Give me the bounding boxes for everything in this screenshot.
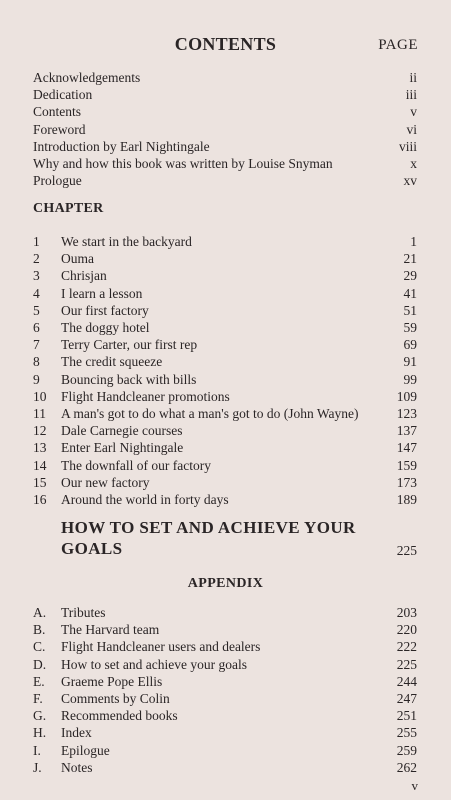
chapter-number: 11	[33, 406, 46, 422]
appendix-title: Graeme Pope Ellis	[61, 673, 163, 689]
chapter-title: The doggy hotel	[61, 320, 150, 336]
appendix-title: Index	[61, 725, 92, 741]
chapter-page: 69	[403, 337, 417, 353]
entry-title: Contents	[33, 104, 82, 120]
chapter-row	[33, 439, 417, 456]
chapter-page: 91	[403, 354, 417, 370]
appendix-letter: F.	[33, 691, 43, 707]
chapter-page: 137	[396, 423, 417, 439]
chapter-page: 147	[396, 440, 417, 456]
appendix-page: 203	[396, 605, 417, 620]
chapter-title: Chrisjan	[61, 268, 107, 284]
chapter-heading: CHAPTER	[33, 201, 104, 216]
chapter-number: 15	[33, 474, 47, 490]
appendix-page: 262	[396, 759, 417, 775]
appendix-page: 244	[396, 673, 417, 689]
chapter-title: I learn a lesson	[61, 285, 143, 301]
chapter-number: 7	[33, 337, 40, 353]
goals-section-title: HOW TO SET AND ACHIEVE YOUR GOALS	[61, 518, 356, 558]
appendix-page: 220	[396, 622, 417, 638]
chapter-number: 3	[33, 268, 40, 284]
entry-page: v	[410, 104, 417, 120]
list-item	[33, 86, 417, 103]
list-item	[33, 138, 417, 155]
chapter-title: We start in the backyard	[61, 234, 192, 249]
chapter-row	[33, 474, 417, 491]
appendix-title: Flight Handcleaner users and dealers	[61, 639, 261, 655]
chapter-page: 1	[410, 234, 417, 249]
page-title: CONTENTS	[174, 34, 277, 54]
page-number: v	[411, 778, 418, 793]
chapter-row	[33, 319, 417, 336]
appendix-title: Recommended books	[61, 708, 178, 724]
chapter-number: 2	[33, 251, 40, 267]
appendix-row	[33, 621, 417, 638]
appendix-row	[33, 742, 417, 759]
chapter-row	[33, 285, 417, 302]
chapter-number: 13	[33, 440, 47, 456]
chapter-number: 14	[33, 457, 47, 473]
goals-section-page: 225	[396, 543, 417, 558]
appendix-page: 255	[396, 725, 417, 741]
appendix-title: Epilogue	[61, 742, 110, 758]
chapter-row	[33, 457, 417, 474]
chapter-number: 4	[33, 285, 40, 301]
chapter-row	[33, 371, 417, 388]
chapter-row	[33, 267, 417, 284]
chapter-page: 51	[403, 302, 417, 318]
appendix-letter: C.	[33, 639, 46, 655]
entry-page: ii	[409, 70, 417, 85]
entry-page: xv	[403, 173, 417, 189]
chapter-title: Flight Handcleaner promotions	[61, 388, 230, 404]
chapter-title: Ouma	[61, 251, 94, 267]
front-matter-list	[33, 69, 417, 189]
chapter-title: The credit squeeze	[61, 354, 163, 370]
appendix-row	[33, 690, 417, 707]
chapter-row	[33, 302, 417, 319]
appendix-title: Notes	[61, 759, 93, 775]
appendix-row	[33, 656, 417, 673]
chapter-row	[33, 388, 417, 405]
chapter-page: 159	[396, 457, 417, 473]
chapter-list	[33, 233, 417, 508]
entry-page: x	[410, 156, 417, 172]
appendix-row	[33, 604, 417, 621]
chapter-row	[33, 353, 417, 370]
chapter-row	[33, 491, 417, 508]
chapter-number: 16	[33, 492, 47, 508]
chapter-number: 12	[33, 423, 47, 439]
chapter-title: Terry Carter, our first rep	[61, 337, 198, 353]
appendix-row	[33, 673, 417, 690]
entry-title: Foreword	[33, 121, 86, 137]
chapter-page: 29	[403, 268, 417, 284]
list-item	[33, 103, 417, 120]
chapter-page: 123	[396, 406, 417, 422]
appendix-title: The Harvard team	[61, 622, 160, 638]
appendix-letter: D.	[33, 656, 47, 672]
chapter-page: 21	[403, 251, 417, 267]
entry-title: Why and how this book was written by Louise Snyman	[33, 156, 333, 172]
chapter-title: Bouncing back with bills	[61, 371, 197, 387]
chapter-title: Our new factory	[61, 474, 150, 490]
appendix-letter: B.	[33, 622, 46, 638]
appendix-list	[33, 604, 417, 776]
appendix-page: 225	[396, 656, 417, 672]
list-item	[33, 155, 417, 172]
appendix-title: How to set and achieve your goals	[61, 656, 247, 672]
appendix-page: 259	[396, 742, 417, 758]
appendix-letter: J.	[33, 759, 42, 775]
chapter-page: 41	[403, 285, 417, 301]
page-column-label: PAGE	[378, 37, 418, 53]
chapter-row	[33, 336, 417, 353]
chapter-page: 59	[403, 320, 417, 336]
chapter-row	[33, 250, 417, 267]
entry-page: viii	[398, 138, 417, 154]
entry-title: Acknowledgements	[33, 70, 141, 85]
goals-section-row	[61, 517, 417, 559]
appendix-page: 251	[396, 708, 417, 724]
chapter-title: A man's got to do what a man's got to do (John Wayne)	[61, 406, 359, 422]
chapter-number: 8	[33, 354, 40, 370]
chapter-row	[33, 405, 417, 422]
appendix-title: Tributes	[61, 605, 106, 620]
chapter-page: 99	[403, 371, 417, 387]
chapter-title: The downfall of our factory	[61, 457, 211, 473]
list-item	[33, 121, 417, 138]
chapter-number: 1	[33, 234, 40, 249]
appendix-row	[33, 638, 417, 655]
entry-title: Prologue	[33, 173, 82, 189]
chapter-number: 5	[33, 302, 40, 318]
appendix-heading: APPENDIX	[187, 576, 264, 591]
appendix-letter: E.	[33, 673, 45, 689]
list-item	[33, 172, 417, 189]
entry-page: vi	[406, 121, 417, 137]
appendix-page: 247	[396, 691, 417, 707]
appendix-letter: I.	[33, 742, 41, 758]
appendix-letter: A.	[33, 605, 47, 620]
chapter-title: Dale Carnegie courses	[61, 423, 183, 439]
entry-title: Introduction by Earl Nightingale	[33, 138, 210, 154]
chapter-number: 6	[33, 320, 40, 336]
appendix-title: Comments by Colin	[61, 691, 170, 707]
chapter-title: Enter Earl Nightingale	[61, 440, 184, 456]
chapter-title: Around the world in forty days	[61, 492, 229, 508]
appendix-row	[33, 759, 417, 776]
entry-page: iii	[405, 87, 417, 103]
chapter-page: 173	[396, 474, 417, 490]
chapter-title: Our first factory	[61, 302, 149, 318]
appendix-letter: H.	[33, 725, 47, 741]
entry-title: Dedication	[33, 87, 93, 103]
chapter-page: 189	[396, 492, 417, 508]
chapter-number: 9	[33, 371, 40, 387]
list-item	[33, 69, 417, 86]
appendix-row	[33, 724, 417, 741]
appendix-row	[33, 707, 417, 724]
appendix-page: 222	[396, 639, 417, 655]
appendix-letter: G.	[33, 708, 47, 724]
chapter-number: 10	[33, 388, 47, 404]
chapter-page: 109	[396, 388, 417, 404]
chapter-row	[33, 233, 417, 250]
chapter-row	[33, 422, 417, 439]
